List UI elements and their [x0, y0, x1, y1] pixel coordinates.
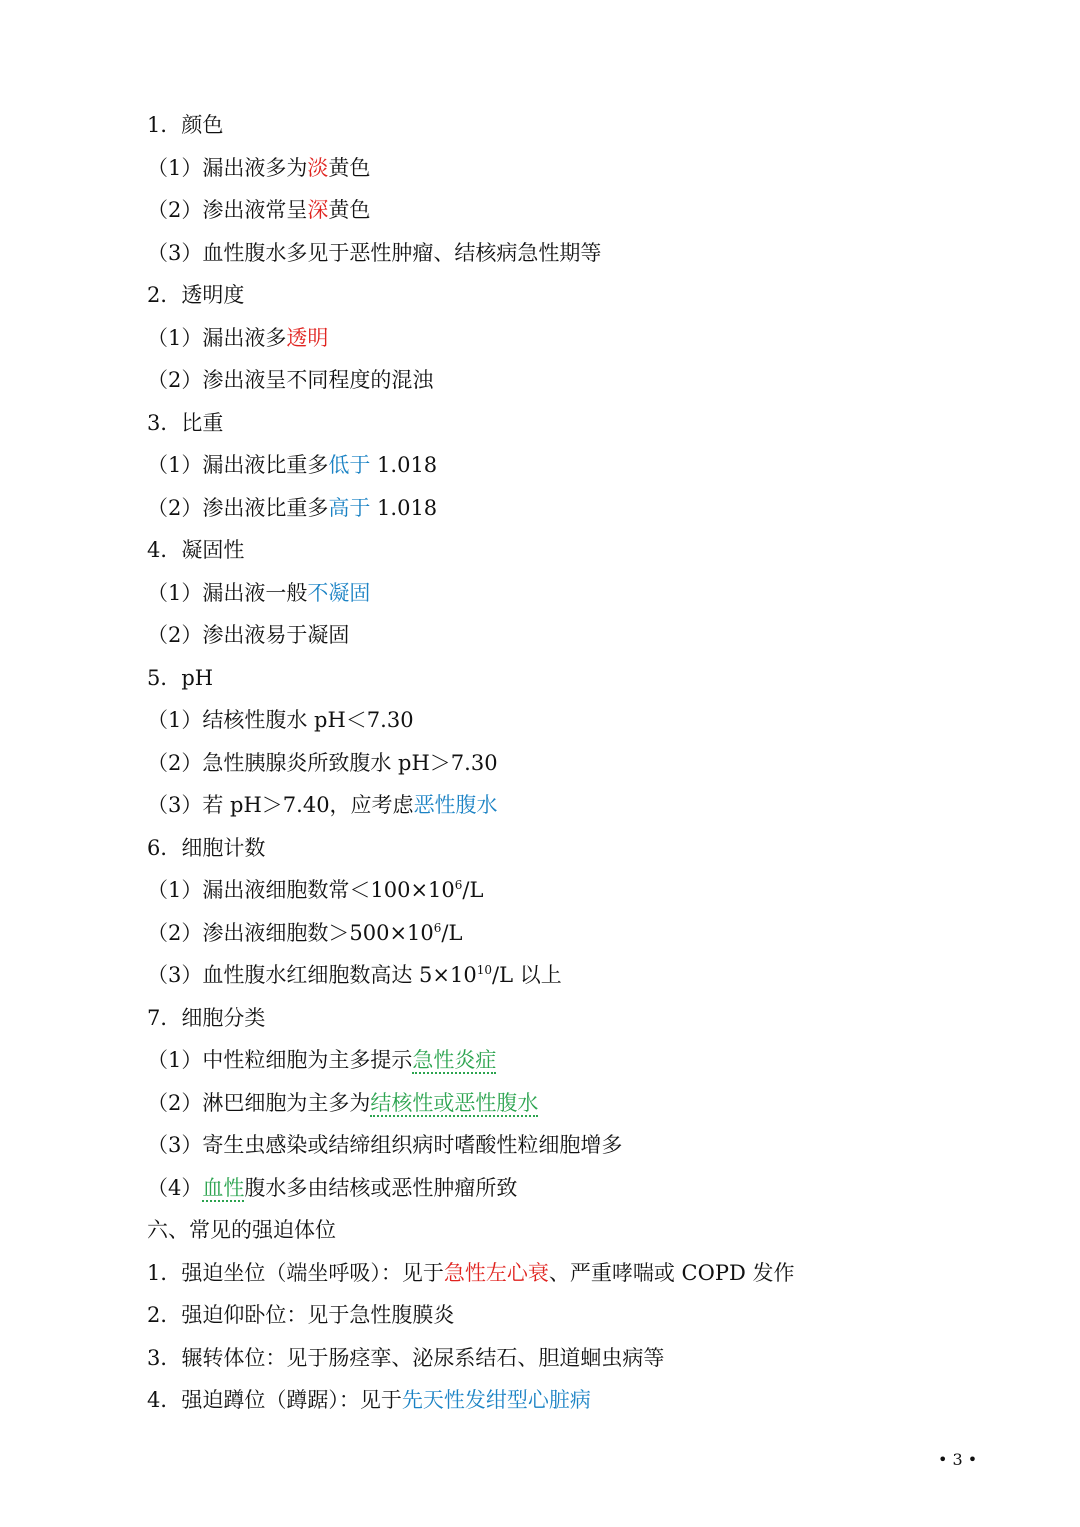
highlighted-text: 恶性腹水 [413, 793, 498, 817]
list-item [0, 742, 1080, 785]
highlighted-text: 急性炎症 [412, 1048, 497, 1072]
list-item [0, 912, 1080, 955]
text-segment: 黄色 [328, 155, 371, 180]
highlighted-text: 深 [307, 198, 329, 222]
section-heading [0, 1379, 1080, 1422]
text-segment: 1.018 [370, 453, 438, 477]
highlighted-text: 淡 [307, 155, 329, 180]
section-heading [0, 1294, 1080, 1337]
list-item [0, 147, 1080, 190]
section-heading [0, 274, 1080, 317]
text-segment: 黄色 [328, 198, 371, 222]
section-heading [0, 104, 1080, 147]
text-segment: （2）淋巴细胞为主多为 [147, 1090, 371, 1115]
text-segment: 5．pH [147, 665, 214, 690]
list-item [0, 869, 1080, 912]
highlighted-text: 高于 [328, 495, 371, 520]
highlighted-text: 血性 [202, 1175, 245, 1200]
text-segment: （1）中性粒细胞为主多提示 [147, 1048, 413, 1072]
list-item [0, 784, 1080, 827]
section-heading [0, 1252, 1080, 1295]
text-segment: （1）漏出液多为 [147, 155, 308, 180]
text-segment: （2）渗出液易于凝固 [147, 623, 350, 647]
text-segment: 腹水多由结核或恶性肿瘤所致 [244, 1175, 518, 1200]
text-segment: 、严重哮喘或 COPD 发作 [548, 1260, 795, 1285]
superscript: 6 [454, 878, 463, 892]
text-segment: 3．辗转体位：见于肠痉挛、泌尿系结石、胆道蛔虫病等 [147, 1345, 665, 1370]
list-item [0, 487, 1080, 530]
text-segment: （1）漏出液比重多 [147, 453, 329, 477]
text-segment: 7．细胞分类 [147, 1005, 266, 1030]
content-lines [0, 104, 1080, 1422]
list-item [0, 699, 1080, 742]
highlighted-text: 先天性发绀型心脏病 [401, 1388, 591, 1412]
superscript: 6 [433, 920, 442, 935]
text-segment: （3）寄生虫感染或结缔组织病时嗜酸性粒细胞增多 [147, 1133, 623, 1157]
list-item [0, 1039, 1080, 1082]
highlighted-text: 不凝固 [307, 580, 371, 605]
text-segment: （3）若 pH＞7.40，应考虑 [147, 793, 414, 817]
superscript: 10 [476, 963, 492, 977]
list-item [0, 359, 1080, 402]
section-heading [0, 402, 1080, 445]
text-segment: /L 以上 [492, 963, 562, 987]
text-segment: （2）急性胰腺炎所致腹水 pH＞7.30 [147, 750, 498, 775]
text-segment: 2．强迫仰卧位：见于急性腹膜炎 [147, 1303, 455, 1327]
highlighted-text: 急性左心衰 [443, 1260, 549, 1285]
text-segment: （4） [147, 1175, 203, 1200]
list-item [0, 572, 1080, 615]
list-item [0, 317, 1080, 360]
list-item [0, 954, 1080, 997]
highlighted-text: 低于 [328, 453, 371, 477]
text-segment: /L [441, 920, 463, 945]
text-segment: （2）渗出液细胞数＞500×10 [147, 920, 434, 945]
section-heading [0, 1209, 1080, 1252]
text-segment: 4．强迫蹲位（蹲踞）：见于 [147, 1388, 402, 1412]
section-heading [0, 1337, 1080, 1380]
text-segment: /L [462, 878, 484, 902]
text-segment: 六、常见的强迫体位 [147, 1218, 336, 1242]
section-heading [0, 827, 1080, 870]
page-number: • 3 • [938, 1450, 978, 1469]
text-segment: 1.018 [370, 495, 438, 520]
text-segment: （1）漏出液一般 [147, 580, 308, 605]
list-item [0, 614, 1080, 657]
list-item [0, 1167, 1080, 1210]
section-heading [0, 997, 1080, 1040]
list-item [0, 1124, 1080, 1167]
text-segment: （2）渗出液比重多 [147, 495, 329, 520]
text-segment: 2．透明度 [147, 283, 245, 307]
section-heading [0, 657, 1080, 700]
section-heading [0, 529, 1080, 572]
text-segment: （1）漏出液细胞数常＜100×10 [147, 878, 455, 902]
text-segment: 4．凝固性 [147, 538, 245, 562]
text-segment: （3）血性腹水红细胞数高达 5×10 [147, 963, 477, 987]
text-segment: 6．细胞计数 [147, 835, 266, 860]
text-segment: （2）渗出液常呈 [147, 198, 308, 222]
list-item [0, 232, 1080, 275]
text-segment: 1．强迫坐位（端坐呼吸）：见于 [147, 1260, 444, 1285]
text-segment: 1．颜色 [147, 113, 224, 137]
text-segment: （3）血性腹水多见于恶性肿瘤、结核病急性期等 [147, 240, 602, 265]
list-item [0, 189, 1080, 232]
highlighted-text: 透明 [286, 325, 329, 350]
text-segment: （1）结核性腹水 pH＜7.30 [147, 708, 414, 732]
text-segment: （2）渗出液呈不同程度的混浊 [147, 368, 434, 392]
highlighted-text: 结核性或恶性腹水 [370, 1090, 539, 1115]
text-segment: （1）漏出液多 [147, 325, 287, 350]
list-item [0, 1082, 1080, 1125]
list-item [0, 444, 1080, 487]
text-segment: 3．比重 [147, 410, 224, 435]
